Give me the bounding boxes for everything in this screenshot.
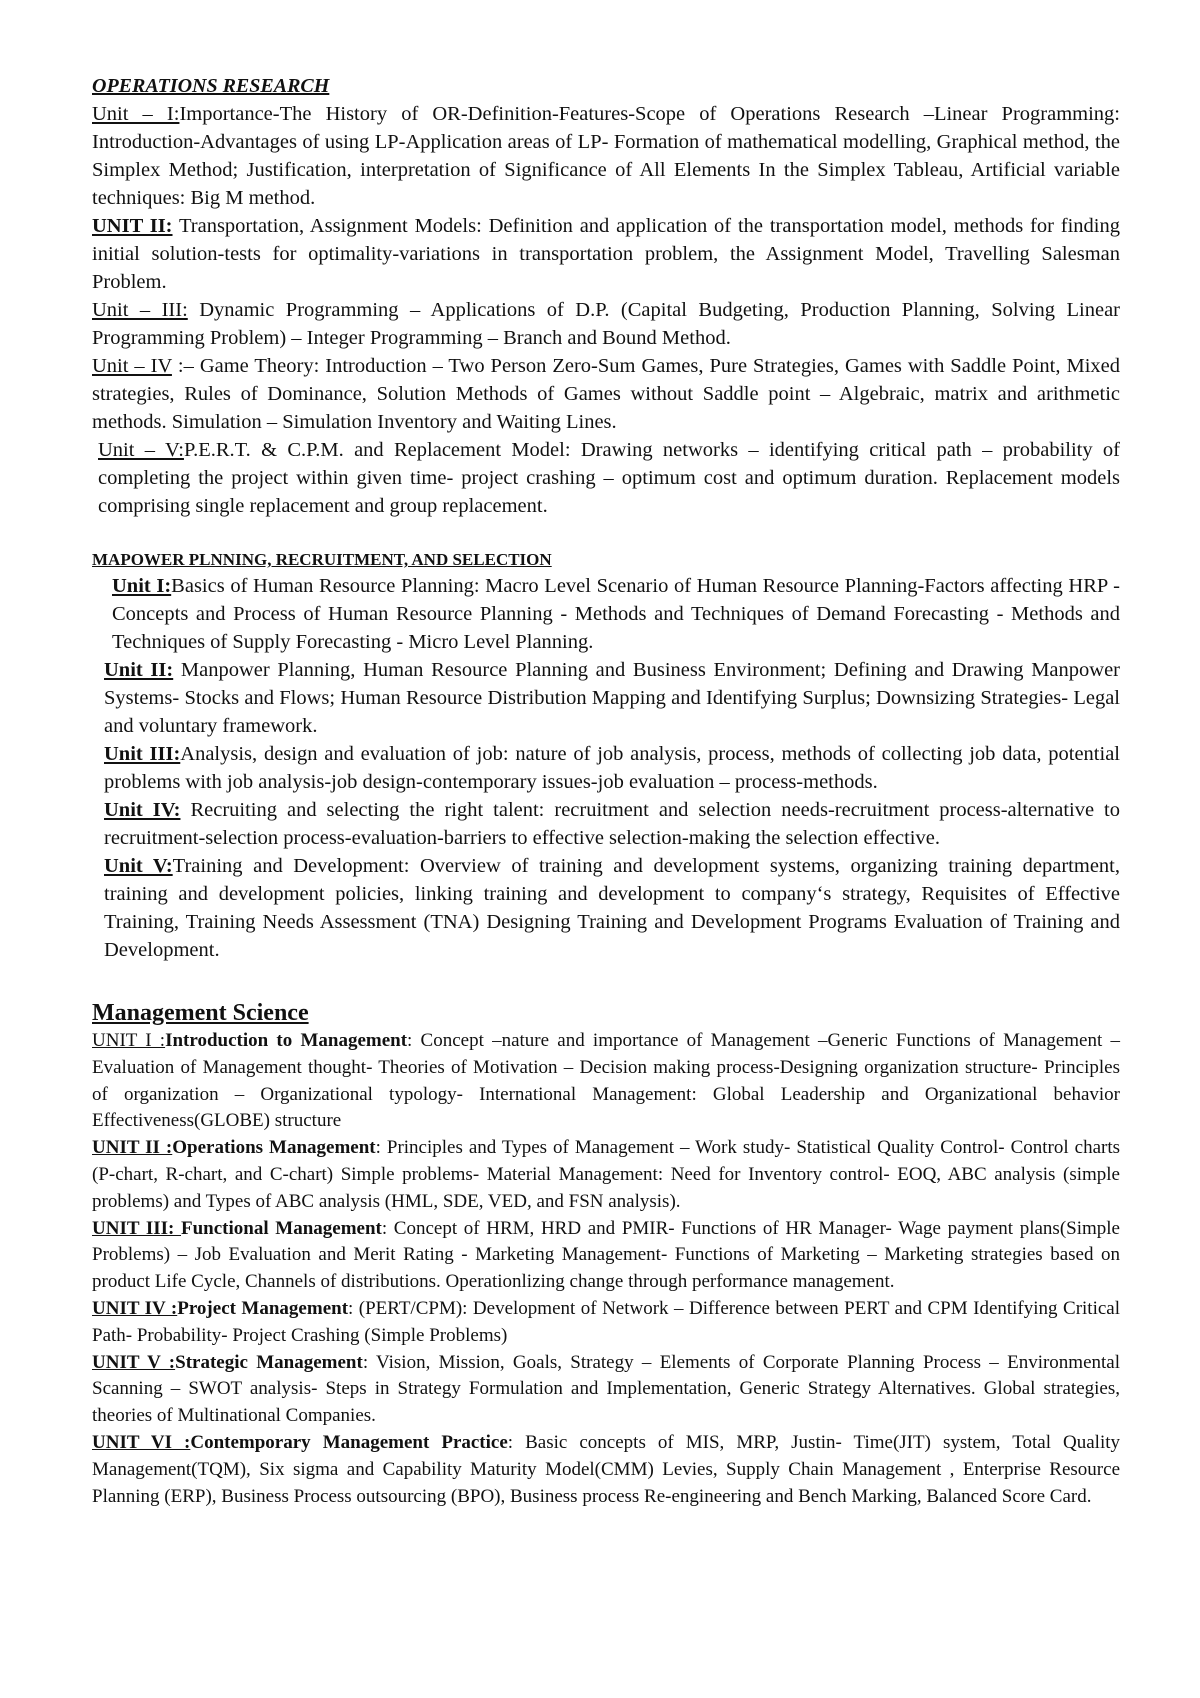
ms-unit-3 [92, 1216, 1120, 1296]
ms-unit-5-heading: Strategic Management [175, 1351, 363, 1373]
ms-unit-5-label: UNIT V : [92, 1351, 176, 1373]
ms-unit-2-heading: Operations Management [172, 1137, 376, 1159]
ms-unit-5 [92, 1350, 1120, 1430]
ms-unit-4-heading: Project Management [177, 1297, 349, 1319]
ms-unit-6 [92, 1430, 1120, 1510]
hr-unit-3 [92, 740, 1120, 796]
manpower-planning-section [92, 548, 1120, 964]
ms-unit-2 [92, 1135, 1120, 1215]
or-unit-1-text: Importance-The History of OR-Definition-Features-Scope of Operations Research –Linear Programming: Introduction-Advantages of using LP-Application areas of LP- Formation of mathematical modelling, Graphical method, the Simplex Method; Justification, interpretation of Significance of All Elements In the Simplex Tableau, Artificial variable techniques: Big M method. [92, 103, 1120, 209]
hr-unit-4-label: Unit IV: [104, 799, 181, 821]
or-unit-2-label: UNIT II: [92, 215, 173, 237]
ms-unit-6-text: : Basic concepts of MIS, MRP, Justin- Time(JIT) system, Total Quality Management(TQM), Six sigma and Capability Maturity Model(CMM) Levies, Supply Chain Management , Enterprise Resource Planning (ERP), Business Process outsourcing (BPO), Business process Re-engineering and Bench Marking, Balanced Score Card. [92, 1431, 1121, 1507]
ms-unit-1-text: : Concept –nature and importance of Management –Generic Functions of Management – Evaluation of Management thought- Theories of Motivation – Decision making process-Designing organization structure- Principles of organization – Organizational typology- International Management: Global Leadership and Organizational behavior Effectiveness(GLOBE) structure [92, 1030, 1120, 1132]
or-unit-3-text: Dynamic Programming – Applications of D.P. (Capital Budgeting, Production Planning, Solving Linear Programming Problem) – Integer Programming – Branch and Bound Method. [92, 299, 1120, 349]
or-unit-1 [92, 100, 1120, 212]
or-unit-4 [92, 352, 1120, 436]
or-unit-3 [92, 296, 1120, 352]
operations-research-title: OPERATIONS RESEARCH [92, 75, 330, 97]
hr-unit-1 [92, 572, 1120, 656]
ms-unit-6-heading: Contemporary Management Practice [190, 1431, 508, 1453]
or-unit-5-label: Unit – V: [98, 439, 184, 461]
management-science-section [92, 998, 1120, 1510]
hr-unit-5-label: Unit V: [104, 855, 173, 877]
hr-unit-2-text: Manpower Planning, Human Resource Planning and Business Environment; Defining and Drawing Manpower Systems- Stocks and Flows; Human Resource Distribution Mapping and Identifying Surplus; Downsizing Strategies- Legal and voluntary framework. [104, 659, 1120, 737]
ms-unit-3-label: UNIT III: [92, 1217, 181, 1239]
or-unit-4-label: Unit – IV [92, 355, 172, 377]
ms-unit-4 [92, 1296, 1120, 1350]
or-unit-5 [92, 436, 1120, 520]
or-unit-3-label: Unit – III: [92, 299, 188, 321]
ms-unit-1-label: UNIT I : [92, 1030, 166, 1051]
hr-unit-2-label: Unit II: [104, 659, 174, 681]
management-science-title: Management Science [92, 1000, 309, 1026]
ms-unit-4-label: UNIT IV : [92, 1297, 178, 1319]
hr-unit-3-label: Unit III: [104, 743, 181, 765]
ms-unit-1 [92, 1028, 1120, 1135]
or-unit-2-text: Transportation, Assignment Models: Definition and application of the transportation model, methods for finding initial solution-tests for optimality-variations in transportation problem, the Assignment Model, Travelling Salesman Problem. [92, 215, 1121, 293]
ms-unit-2-text: : Principles and Types of Management – Work study- Statistical Quality Control- Control charts (P-chart, R-chart, and C-chart) Simple problems- Material Management: Need for Inventory control- EOQ, ABC analysis (simple problems) and Types of ABC analysis (HML, SDE, VED, and FSN analysis). [92, 1137, 1120, 1212]
hr-unit-3-text: Analysis, design and evaluation of job: nature of job analysis, process, methods of collecting job data, potential problems with job analysis-job design-contemporary issues-job evaluation – process-methods. [104, 743, 1120, 793]
ms-unit-4-text: : (PERT/CPM): Development of Network – Difference between PERT and CPM Identifying Critical Path- Probability- Project Crashing (Simple Problems) [92, 1297, 1121, 1346]
ms-unit-1-heading: Introduction to Management [165, 1030, 408, 1051]
hr-unit-1-text: Basics of Human Resource Planning: Macro Level Scenario of Human Resource Planning-Factors affecting HRP -Concepts and Process of Human Resource Planning - Methods and Techniques of Demand Forecasting - Methods and Techniques of Supply Forecasting - Micro Level Planning. [112, 575, 1120, 653]
hr-unit-5-text: Training and Development: Overview of training and development systems, organizing training department, training and development policies, linking training and development to company‘s strategy, Requisites of Effective Training, Training Needs Assessment (TNA) Designing Training and Development Programs Evaluation of Training and Development. [104, 855, 1120, 961]
or-unit-4-text: :– Game Theory: Introduction – Two Person Zero-Sum Games, Pure Strategies, Games with Saddle Point, Mixed strategies, Rules of Dominance, Solution Methods of Games without Saddle point – Algebraic, matrix and arithmetic methods. Simulation – Simulation Inventory and Waiting Lines. [92, 355, 1120, 433]
or-unit-1-label: Unit – I: [92, 103, 180, 125]
manpower-planning-title: MAPOWER PLNNING, RECRUITMENT, AND SELECTION [92, 550, 552, 569]
or-unit-2 [92, 212, 1120, 296]
hr-unit-5 [92, 852, 1120, 964]
operations-research-section [92, 72, 1120, 520]
or-unit-5-text: P.E.R.T. & C.P.M. and Replacement Model: Drawing networks – identifying critical path – probability of completing the project within given time- project crashing – optimum cost and optimum duration. Replacement models comprising single replacement and group replacement. [98, 439, 1120, 517]
hr-unit-1-label: Unit I: [112, 575, 172, 597]
hr-unit-4-text: Recruiting and selecting the right talent: recruitment and selection needs-recruitment process-alternative to recruitment-selection process-evaluation-barriers to effective selection-making the selection effective. [104, 799, 1120, 849]
ms-unit-2-label: UNIT II : [92, 1137, 173, 1159]
hr-unit-4 [92, 796, 1120, 852]
ms-unit-3-text: : Concept of HRM, HRD and PMIR- Functions of HR Manager- Wage payment plans(Simple Problems) – Job Evaluation and Merit Rating - Marketing Management- Functions of Marketing – Marketing strategies based on product Life Cycle, Channels of distributions. Operationlizing change through performance management. [92, 1217, 1120, 1293]
hr-unit-2 [92, 656, 1120, 740]
ms-unit-6-label: UNIT VI : [92, 1431, 191, 1453]
ms-unit-5-text: : Vision, Mission, Goals, Strategy – Elements of Corporate Planning Process – Environmental Scanning – SWOT analysis- Steps in Strategy Formulation and Implementation, Generic Strategy Alternatives. Global strategies, theories of Multinational Companies. [92, 1351, 1120, 1427]
ms-unit-3-heading: Functional Management [181, 1217, 382, 1239]
